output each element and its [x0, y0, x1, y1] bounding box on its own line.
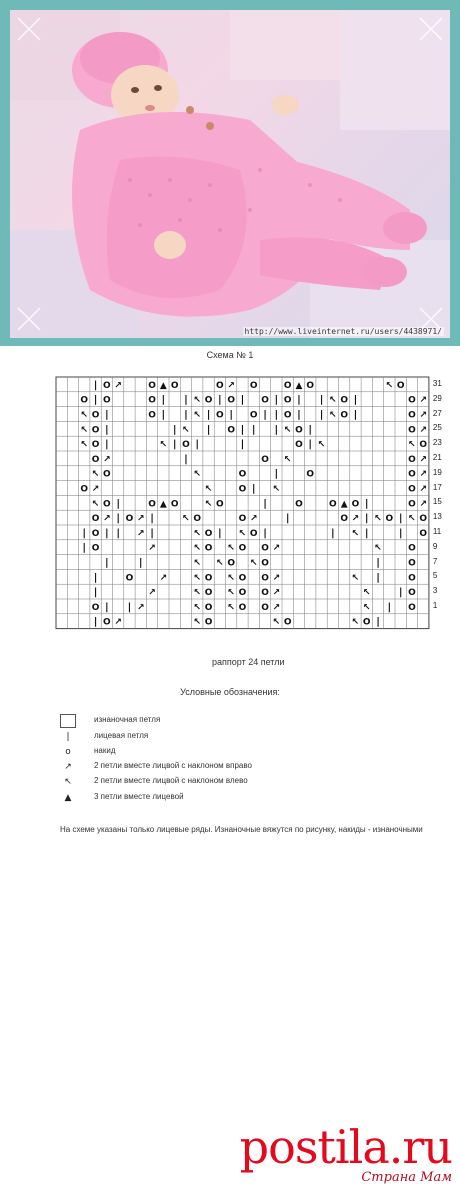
chart-cell-symbol: ↗: [91, 484, 100, 495]
chart-cell-symbol: O: [216, 380, 224, 391]
chart-cell-symbol: O: [227, 425, 235, 436]
row-number: 21: [432, 453, 442, 462]
chart-cell-symbol: O: [408, 454, 416, 465]
empty-square-icon: [60, 714, 76, 728]
chart-cell-symbol: |: [297, 394, 301, 406]
chart-cell-symbol: ↖: [193, 543, 202, 554]
chart-cell-symbol: ↗: [419, 499, 428, 510]
chart-cell-symbol: ↖: [227, 543, 235, 554]
chart-cell-symbol: |: [184, 453, 188, 465]
chart-cell-symbol: ↖: [408, 514, 416, 525]
chart-cell-symbol: |: [93, 379, 98, 391]
chart-cell-symbol: |: [297, 409, 301, 421]
chart-cell-symbol: |: [150, 513, 154, 525]
chart-cell-symbol: O: [295, 440, 303, 451]
chart-cell-symbol: ↖: [159, 440, 168, 451]
chart-cell-symbol: ↖: [193, 469, 202, 480]
chart-cell-symbol: O: [148, 499, 156, 510]
chart-cell-symbol: O: [261, 588, 269, 599]
chart-cell-symbol: ↖: [272, 617, 281, 628]
chart-cell-symbol: ↖: [374, 543, 382, 554]
chart-cell-symbol: O: [170, 499, 179, 510]
chart-cell-symbol: |: [274, 468, 279, 480]
chart-cell-symbol: O: [227, 395, 235, 406]
chart-cell-symbol: ↖: [193, 602, 202, 613]
chart-cell-symbol: O: [408, 410, 416, 421]
chart-grid: [56, 377, 449, 649]
chart-cell-symbol: |: [263, 527, 267, 539]
chart-cell-symbol: |: [353, 409, 358, 421]
chart-cell-symbol: O: [261, 454, 269, 465]
chart-cell-symbol: |: [398, 527, 403, 539]
chart-cell-symbol: ↖: [80, 425, 89, 436]
legend-text: 2 петли вместе лицвой с наклоном вправо: [94, 761, 252, 770]
row-number: 15: [432, 497, 442, 507]
chart-cell-symbol: O: [261, 602, 269, 613]
chart-cell-symbol: |: [82, 527, 87, 539]
chart-cell-symbol: O: [182, 440, 190, 451]
chart-cell-symbol: |: [105, 424, 109, 436]
chart-cell-symbol: O: [295, 499, 303, 510]
chart-cell-symbol: |: [308, 424, 313, 436]
triangle-icon: ▲: [64, 793, 72, 803]
legend-text: накид: [94, 746, 116, 755]
chart-cell-symbol: |: [251, 483, 256, 495]
chart-cell-symbol: O: [204, 528, 213, 539]
row-number: 5: [432, 571, 438, 581]
chart-cell-symbol: O: [91, 543, 100, 554]
chart-cell-symbol: O: [204, 588, 213, 599]
chart-cell-symbol: ↗: [419, 410, 428, 421]
chart-cell-symbol: O: [238, 602, 247, 613]
chart-cell-symbol: O: [362, 617, 371, 628]
chart-cell-symbol: O: [295, 425, 303, 436]
chart-cell-symbol: ↗: [419, 469, 428, 480]
chart-cell-symbol: |: [218, 527, 222, 539]
chart-cell-symbol: |: [308, 439, 313, 451]
row-number: 29: [432, 393, 442, 403]
chart-cell-symbol: ↖: [193, 528, 202, 539]
chart-cell-symbol: O: [170, 380, 179, 391]
chart-cell-symbol: ↖: [238, 528, 247, 539]
chart-cell-symbol: |: [161, 394, 166, 406]
chart-cell-symbol: O: [408, 425, 416, 436]
chart-cell-symbol: |: [240, 439, 245, 451]
chart-cell-symbol: ↖: [91, 499, 100, 510]
vertical-bar-icon: |: [66, 732, 70, 742]
chart-cell-symbol: |: [93, 587, 98, 599]
chart-cell-symbol: |: [93, 572, 98, 584]
chart-cell-symbol: |: [398, 587, 403, 599]
chart-cell-symbol: ↖: [80, 440, 89, 451]
chart-cell-symbol: ↖: [80, 410, 89, 421]
chart-cell-symbol: ↗: [272, 573, 281, 584]
chart-cell-symbol: |: [116, 498, 120, 510]
chart-cell-symbol: O: [408, 602, 416, 613]
chart-cell-symbol: O: [204, 617, 213, 628]
chart-cell-symbol: O: [238, 484, 247, 495]
chart-cell-symbol: |: [184, 409, 188, 421]
chart-cell-symbol: ↖: [317, 440, 326, 451]
chart-cell-symbol: ↖: [193, 588, 202, 599]
chart-cell-symbol: O: [385, 514, 394, 525]
chart-cell-symbol: |: [206, 424, 211, 436]
chart-cell-symbol: |: [172, 439, 177, 451]
chart-cell-symbol: O: [261, 558, 269, 569]
chart-cell-symbol: |: [274, 394, 279, 406]
chart-cell-symbol: |: [353, 394, 358, 406]
chart-cell-symbol: |: [105, 527, 109, 539]
chart-cell-symbol: |: [263, 409, 267, 421]
chart-cell-symbol: ↖: [193, 617, 202, 628]
chart-cell-symbol: O: [283, 395, 292, 406]
chart-cell-symbol: ↗: [114, 617, 122, 628]
chart-cell-symbol: ↖: [91, 469, 100, 480]
chart-cell-symbol: |: [398, 513, 403, 525]
chart-cell-symbol: O: [238, 543, 247, 554]
chart-cell-symbol: O: [261, 395, 269, 406]
chart-cell-symbol: |: [319, 409, 324, 421]
chart-cell-symbol: |: [105, 409, 109, 421]
chart-cell-symbol: ↖: [329, 410, 337, 421]
chart-cell-symbol: O: [408, 469, 416, 480]
rapport-label: раппорт 24 петли: [212, 657, 285, 667]
chart-cell-symbol: O: [408, 395, 416, 406]
chart-cell-symbol: |: [116, 527, 120, 539]
chart-cell-symbol: O: [306, 380, 315, 391]
chart-cell-symbol: ▲: [295, 380, 303, 391]
arrow-up-right-icon: ↗: [64, 762, 72, 772]
chart-cell-symbol: ↖: [204, 499, 213, 510]
chart-cell-symbol: |: [229, 409, 233, 421]
chart-cell-symbol: O: [193, 514, 202, 525]
chart-cell-symbol: O: [91, 514, 100, 525]
knitted-outfit-illustration: [10, 10, 450, 338]
chart-cell-symbol: |: [274, 424, 279, 436]
chart-cell-symbol: O: [351, 499, 360, 510]
legend-title: Условные обозначения:: [180, 687, 280, 697]
chart-cell-symbol: O: [103, 617, 111, 628]
chart-cell-symbol: ↖: [362, 588, 371, 599]
row-number: 1: [432, 601, 438, 610]
chart-cell-symbol: |: [172, 424, 177, 436]
chart-cell-symbol: |: [240, 394, 245, 406]
chart-cell-symbol: O: [283, 617, 292, 628]
chart-cell-symbol: |: [274, 409, 279, 421]
chart-cell-symbol: ↗: [419, 454, 428, 465]
chart-cell-symbol: ↖: [216, 558, 224, 569]
chart-cell-symbol: O: [340, 410, 348, 421]
chart-cell-symbol: O: [91, 440, 100, 451]
chart-cell-symbol: O: [408, 573, 416, 584]
chart-cell-symbol: |: [195, 439, 200, 451]
chart-cell-symbol: ↗: [419, 395, 428, 406]
chart-cell-symbol: O: [261, 573, 269, 584]
chart-cell-symbol: O: [238, 514, 247, 525]
chart-note: На схеме указаны только лицевые ряды. Изнаночные вяжутся по рисунку, накиды - изнаночными: [60, 825, 423, 834]
chart-cell-symbol: O: [148, 380, 156, 391]
chart-cell-symbol: O: [249, 380, 258, 391]
row-number: 25: [432, 423, 442, 433]
row-number: 3: [432, 586, 438, 596]
chart-cell-symbol: ↖: [351, 528, 360, 539]
row-number: 19: [432, 467, 442, 477]
chart-cell-symbol: O: [148, 410, 156, 421]
logo-subtitle: Страна Мам: [361, 1170, 452, 1185]
scheme-title: Схема № 1: [206, 350, 254, 360]
chart-cell-symbol: O: [261, 543, 269, 554]
chart-cell-symbol: |: [127, 601, 132, 613]
chart-cell-symbol: ↗: [249, 514, 258, 525]
chart-cell-symbol: O: [408, 543, 416, 554]
chart-cell-symbol: ↖: [193, 395, 202, 406]
chart-cell-symbol: ↖: [272, 484, 281, 495]
chart-cell-symbol: ↗: [419, 484, 428, 495]
chart-cell-symbol: |: [364, 513, 369, 525]
chart-cell-symbol: O: [306, 469, 315, 480]
row-number: 13: [432, 512, 442, 522]
chart-cell-symbol: |: [93, 394, 98, 406]
chart-cell-symbol: |: [206, 409, 211, 421]
chart-cell-symbol: O: [80, 395, 89, 406]
chart-cell-symbol: |: [376, 557, 380, 569]
chart-cell-symbol: |: [331, 527, 335, 539]
circle-o-icon: o: [65, 747, 71, 757]
chart-cell-symbol: O: [419, 440, 428, 451]
chart-cell-symbol: ↗: [136, 514, 145, 525]
chart-cell-symbol: O: [204, 602, 213, 613]
chart-cell-symbol: ↖: [227, 573, 235, 584]
row-number: 31: [432, 379, 442, 388]
chart-cell-symbol: |: [376, 616, 380, 628]
chart-cell-symbol: |: [161, 409, 166, 421]
chart-cell-symbol: ↖: [408, 440, 416, 451]
chart-cell-symbol: O: [408, 588, 416, 599]
chart-cell-symbol: O: [238, 588, 247, 599]
chart-cell-symbol: O: [91, 454, 100, 465]
chart-cell-symbol: ↖: [193, 558, 202, 569]
chart-cell-symbol: ↗: [114, 380, 122, 391]
chart-cell-symbol: ↗: [272, 588, 281, 599]
chart-cell-symbol: ↗: [159, 573, 168, 584]
chart-cell-symbol: O: [283, 380, 292, 391]
chart-cell-symbol: O: [91, 602, 100, 613]
chart-cell-symbol: ↖: [351, 573, 360, 584]
chart-cell-symbol: |: [218, 394, 222, 406]
row-number: 9: [432, 541, 438, 551]
chart-cell-symbol: |: [116, 513, 120, 525]
photo-frame: [0, 0, 460, 346]
legend-text: изнаночная петля: [94, 715, 161, 724]
chart-cell-symbol: ↗: [148, 543, 156, 554]
chart-cell-symbol: |: [184, 394, 188, 406]
chart-cell-symbol: |: [387, 601, 392, 613]
chart-cell-symbol: ↖: [204, 484, 213, 495]
baby-photo: [10, 10, 450, 338]
chart-cell-symbol: |: [319, 394, 324, 406]
chart-cell-symbol: ↗: [148, 588, 156, 599]
row-number: 23: [432, 438, 442, 448]
chart-cell-symbol: O: [204, 395, 213, 406]
chart-cell-symbol: O: [408, 484, 416, 495]
chart-cell-symbol: ↖: [193, 410, 202, 421]
chart-cell-symbol: O: [91, 425, 100, 436]
chart-cell-symbol: ▲: [159, 380, 167, 391]
chart-cell-symbol: O: [249, 528, 258, 539]
legend-text: 3 петли вместе лицевой: [94, 792, 184, 801]
chart-cell-symbol: |: [263, 498, 267, 510]
chart-cell-symbol: |: [150, 527, 154, 539]
chart-cell-symbol: |: [138, 557, 143, 569]
chart-cell-symbol: ↗: [136, 528, 145, 539]
chart-cell-symbol: O: [103, 380, 111, 391]
chart-cell-symbol: O: [80, 484, 89, 495]
chart-cell-symbol: O: [238, 469, 247, 480]
chart-cell-symbol: O: [125, 573, 134, 584]
chart-cell-symbol: ↖: [374, 514, 382, 525]
chart-cell-symbol: ▲: [340, 499, 348, 510]
chart-cell-symbol: |: [376, 572, 380, 584]
chart-cell-symbol: O: [419, 528, 428, 539]
chart-cell-symbol: ▲: [159, 499, 167, 510]
chart-cell-symbol: ↖: [351, 617, 360, 628]
chart-cell-symbol: O: [148, 395, 156, 406]
logo-text: postila.ru: [239, 1120, 452, 1174]
chart-cell-symbol: ↖: [385, 380, 394, 391]
chart-cell-symbol: O: [329, 499, 337, 510]
chart-cell-symbol: |: [364, 527, 369, 539]
legend-text: лицевая петля: [94, 731, 149, 740]
chart-cell-symbol: |: [82, 542, 87, 554]
chart-cell-symbol: O: [238, 573, 247, 584]
chart-cell-symbol: |: [285, 513, 290, 525]
chart-cell-symbol: ↖: [283, 425, 292, 436]
chart-cell-symbol: ↖: [227, 588, 235, 599]
chart-cell-symbol: |: [105, 439, 109, 451]
chart-cell-symbol: O: [340, 514, 348, 525]
chart-cell-symbol: O: [419, 514, 428, 525]
chart-cell-symbol: O: [408, 499, 416, 510]
row-number: 7: [432, 556, 438, 566]
chart-cell-symbol: ↖: [227, 602, 235, 613]
chart-cell-symbol: O: [125, 514, 134, 525]
chart-cell-symbol: ↗: [272, 602, 281, 613]
chart-cell-symbol: O: [103, 469, 111, 480]
chart-cell-symbol: |: [105, 557, 109, 569]
chart-cell-symbol: O: [227, 558, 235, 569]
chart-cell-symbol: O: [91, 410, 100, 421]
chart-cell-symbol: O: [340, 395, 348, 406]
chart-cell-symbol: |: [240, 424, 245, 436]
chart-cell-symbol: ↗: [272, 543, 281, 554]
chart-cell-symbol: ↖: [362, 602, 371, 613]
chart-cell-symbol: ↗: [351, 514, 360, 525]
chart-cell-symbol: O: [103, 395, 111, 406]
chart-cell-symbol: |: [364, 498, 369, 510]
row-number: 27: [432, 408, 442, 418]
legend-text: 2 петли вместе лицвой с наклоном влево: [94, 776, 248, 785]
chart-cell-symbol: ↖: [329, 395, 337, 406]
arrow-up-left-icon: ↖: [64, 777, 72, 787]
chart-cell-symbol: ↗: [136, 602, 145, 613]
chart-cell-symbol: O: [408, 558, 416, 569]
chart-cell-symbol: O: [204, 543, 213, 554]
chart-cell-symbol: ↗: [227, 380, 235, 391]
chart-cell-symbol: ↖: [249, 558, 258, 569]
chart-cell-symbol: ↖: [182, 425, 190, 436]
chart-cell-symbol: ↗: [103, 454, 111, 465]
postila-logo[interactable]: [212, 1120, 452, 1190]
chart-cell-symbol: O: [216, 499, 224, 510]
chart-cell-symbol: O: [91, 528, 100, 539]
chart-cell-symbol: ↖: [283, 454, 292, 465]
chart-cell-symbol: |: [251, 424, 256, 436]
chart-cell-symbol: O: [216, 410, 224, 421]
chart-cell-symbol: |: [105, 601, 109, 613]
chart-cell-symbol: O: [103, 499, 111, 510]
chart-cell-symbol: O: [204, 573, 213, 584]
chart-cell-symbol: ↗: [103, 514, 111, 525]
chart-cell-symbol: O: [283, 410, 292, 421]
chart-cell-symbol: O: [249, 410, 258, 421]
chart-cell-symbol: O: [396, 380, 405, 391]
chart-cell-symbol: ↖: [193, 573, 202, 584]
chart-cell-symbol: ↗: [419, 425, 428, 436]
photo-url-caption: http://www.liveinternet.ru/users/4438971/: [244, 327, 442, 336]
chart-cell-symbol: ↖: [182, 514, 190, 525]
chart-cell-symbol: |: [93, 616, 98, 628]
row-number: 17: [432, 482, 442, 492]
row-number: 11: [432, 527, 442, 536]
